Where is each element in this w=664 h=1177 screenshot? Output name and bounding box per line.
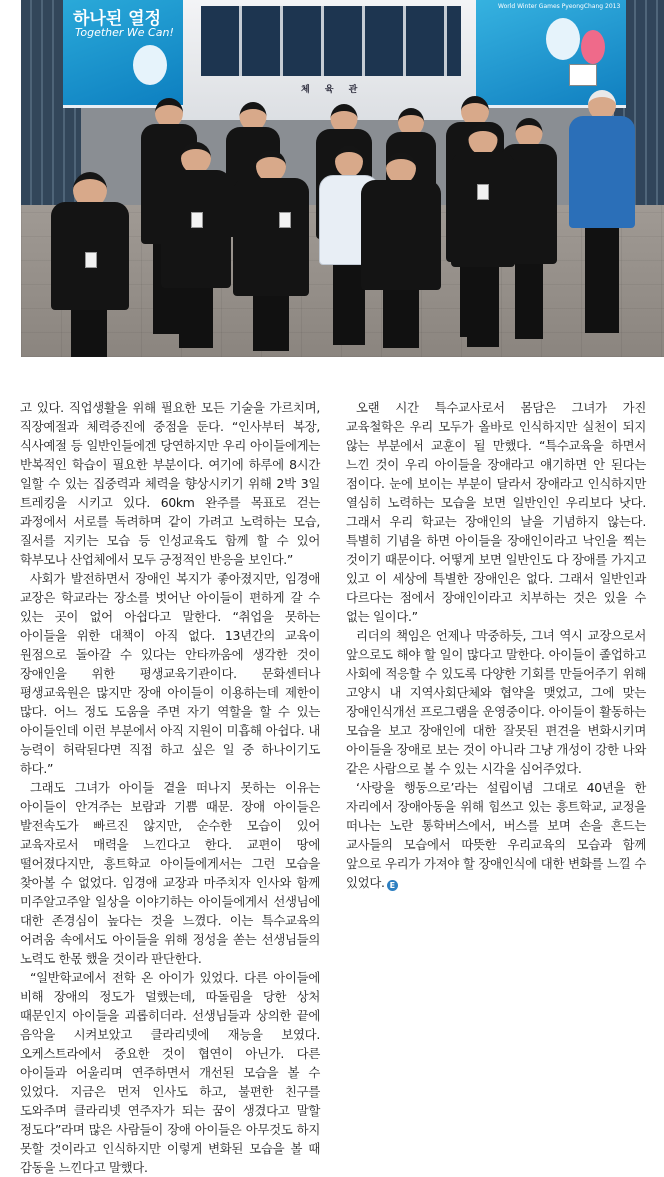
left-event-banner [63,0,183,108]
group-photo [21,0,664,357]
end-mark-icon: E [387,880,398,891]
banner-title: 하나된 열정 [73,9,162,29]
article-column-left [20,398,320,1177]
person [161,142,231,352]
mascot-icon [133,45,167,85]
person [233,150,309,355]
article-paragraph: 사회가 발전하면서 장애인 복지가 좋아졌지만, 임경애 교장은 학교라는 장소를 벗어난 아이들이 편하게 갈 수 있는 곳이 없어 아쉽다고 말한다. “취업을 못하는 아이들을 위한 대책이 아직 없다. 13년간의 교육이 원점으로 돌아갈 수 있다는 안타까움에 생각한 것이 장애인을 위한 평생교육기관이다. 문화센터나 평생교육원은 많지만 장애 아이들이 이용하는데 제한이 많다. 어느 정도 도움을 주면 자기 역할을 할 수 있는 아이들인데 이런 부분에서 아직 지원이 미흡해 아쉽다. 내 능력이 허락된다면 직접 하고 싶은 일 중 하나이기도 하다.” [20,571,320,776]
article-column-right [346,398,646,892]
flag-icon [569,64,597,86]
article-paragraph: “일반학교에서 전학 온 아이가 있었다. 다른 아이들에 비해 장애의 정도가 덜했는데, 따돌림을 당한 상처 때문인지 아이들을 괴롭히더라. 선생님들과 상의한 끝에 음악을 시켜보았고 클라리넷에 재능을 보였다. 오케스트라에서 중요한 것이 협연이 아닌가. 다른 아이들과 어울리며 연주하면서 개선된 모습을 볼 수 있었다. 지금은 먼저 인사도 하고, 불편한 친구를 도와주며 클라리넷 연주자가 되는 꿈이 생겼다고 말할 정도다”라며 많은 사람들이 장애 아이들은 아무것도 하지 못할 것이라고 인식하지만 이렇게 변화된 모습을 볼 때 감동을 느낀다고 말했다. [20,970,320,1175]
article-paragraph: 고 있다. 직업생활을 위해 필요한 모든 기술을 가르치며, 직장예절과 체력증진에 중점을 둔다. “인사부터 복장, 식사예절 등 일반인들에겐 당연하지만 우리 아이들에게는 반복적인 학습이 필요한 부분이다. 여기에 하루에 8시간 일할 수 있는 집중력과 체력을 향상시키기 위해 2박 3일 트레킹을 시키고 있다. 60km 완주를 목표로 걷는 과정에서 서로를 독려하며 같이 가려고 노력하는 모습, 질서를 지키는 모습 등 인성교육도 함께 할 수 있어 학부모나 산업체에서 모두 긍정적인 반응을 보인다.” [20,400,320,567]
mascot-icon [581,30,605,64]
building-sign: 체 육 관 [301,85,364,95]
article-paragraph: ‘사랑을 행동으로’라는 설립이념 그대로 40년을 한 자리에서 장애아동을 위해 힘쓰고 있는 흥트학교, 교정을 떠나는 노란 통학버스에서, 버스를 보며 손을 흔드는 교사들의 모습에서 따뜻한 우리교육의 모습과 함께 앞으로 우리가 가져야 할 장애인식에 대한 변화를 느낄 수 있었다. [346,780,646,890]
building-windows [201,6,461,76]
person [569,90,635,340]
article-paragraph: 리더의 책임은 언제나 막중하듯, 그녀 역시 교장으로서 앞으로도 해야 할 일이 많다고 말한다. 아이들이 졸업하고 사회에 적응할 수 있도록 다양한 기회를 만들어주기 위해 고양시 내 지역사회단체와 협약을 맺었고, 그에 맞는 장애인식개선 프로그램을 운영중이다. 아이들이 활동하는 모습을 보고 장애인에 대한 잘못된 편견을 변화시키며 아이들을 장애로 보는 것이 아니라 그냥 개성이 강한 나와 같은 사람으로 볼 수 있는 시각을 심어주었다. [346,628,646,776]
banner-event-name: World Winter Games PyeongChang 2013 [498,3,621,10]
person [451,124,515,349]
person [51,172,129,357]
person [361,152,441,352]
banner-slogan: Together We Can! [75,26,174,39]
mascot-icon [546,18,580,60]
article-paragraph: 그래도 그녀가 아이들 곁을 떠나지 못하는 이유는 아이들이 안겨주는 보람과 기쁨 때문. 장애 아이들은 발전속도가 빠르진 않지만, 순수한 모습이 있어 교육자로서 매력을 느낀다고 한다. 교편이 땅에 떨어졌다지만, 흥트학교 아이들에게서는 그런 모습을 찾아볼 수 없었다. 임경애 교장과 마주치자 인사와 함께 미주알고주알 일상을 이야기하는 아이들에게서 선생님에 대한 존경심이 높다는 것을 느꼈다. 이는 특수교육의 어려움 속에서도 아이들을 위해 정성을 쏟는 선생님들의 노력도 한몫 했을 것이라 판단한다. [20,780,320,966]
article-paragraph: 오랜 시간 특수교사로서 몸담은 그녀가 가진 교육철학은 우리 모두가 올바로 인식하지만 실천이 되지 않는 부분에서 교훈이 될 만했다. “특수교육을 하면서 느낀 것이 우리 아이들을 장애라고 얘기하면 안 된다는 점이다. 눈에 보이는 부분이 달라서 장애라고 인식하지만 열심히 노력하는 모습을 보면 일반인인 우리보다 낫다. 그래서 우리 학교는 장애인의 날을 기념하지 않는다. 특별히 기념을 하면 아이들을 장애인이라고 낙인을 찍는 것이기 때문이다. 어떻게 보면 일반인도 다 장애를 가지고 있고 이 세상에 특별한 장애인은 없다. 그래서 일반인과 다르다는 점에서 장애인이라고 치부하는 것은 있을 수 없는 일이다.” [346,400,646,624]
